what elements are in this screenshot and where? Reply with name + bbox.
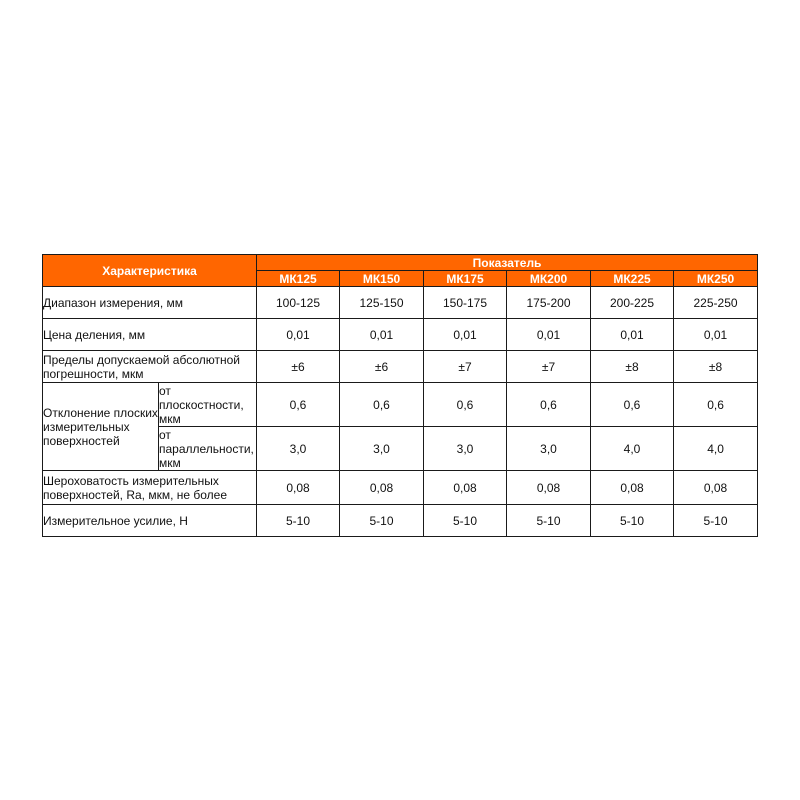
table-cell: ±6 — [257, 351, 340, 383]
table-cell: 100-125 — [257, 287, 340, 319]
table-row — [43, 287, 758, 319]
table-cell: ±8 — [674, 351, 758, 383]
characteristic-header: Характеристика — [43, 255, 257, 287]
row-label: Цена деления, мм — [43, 319, 257, 351]
table-cell: 0,6 — [674, 383, 758, 427]
table-cell: 5-10 — [674, 505, 758, 537]
table-cell: 0,6 — [424, 383, 507, 427]
model-header: МК150 — [340, 271, 424, 287]
row-label: Шероховатость измерительных поверхностей, Ra, мкм, не более — [43, 471, 257, 505]
table-cell: 5-10 — [507, 505, 591, 537]
row-label: Диапазон измерения, мм — [43, 287, 257, 319]
model-header: МК250 — [674, 271, 758, 287]
specification-table — [42, 254, 758, 537]
table-row — [43, 351, 758, 383]
table-cell: 4,0 — [674, 427, 758, 471]
table-cell: 5-10 — [340, 505, 424, 537]
table-cell: 3,0 — [257, 427, 340, 471]
table-cell: 3,0 — [507, 427, 591, 471]
table-cell: 0,08 — [340, 471, 424, 505]
table-cell: 0,01 — [257, 319, 340, 351]
model-header: МК225 — [591, 271, 674, 287]
table-cell: 4,0 — [591, 427, 674, 471]
table-cell: ±8 — [591, 351, 674, 383]
table-cell: 0,08 — [507, 471, 591, 505]
table-cell: 5-10 — [424, 505, 507, 537]
table-cell: 0,01 — [674, 319, 758, 351]
group-label: Отклонение плоских измерительных поверхностей — [43, 383, 159, 471]
table-cell: 3,0 — [340, 427, 424, 471]
table-cell: ±7 — [507, 351, 591, 383]
table-cell: 3,0 — [424, 427, 507, 471]
table-cell: 0,08 — [591, 471, 674, 505]
table-cell: 0,6 — [507, 383, 591, 427]
table-cell: 5-10 — [591, 505, 674, 537]
table-cell: 225-250 — [674, 287, 758, 319]
table-cell: 5-10 — [257, 505, 340, 537]
table-row — [43, 505, 758, 537]
table-row — [43, 471, 758, 505]
table-cell: 0,01 — [591, 319, 674, 351]
row-label: Пределы допускаемой абсолютной погрешности, мкм — [43, 351, 257, 383]
sub-row-label: от параллельности, мкм — [159, 427, 257, 471]
table-cell: 0,01 — [340, 319, 424, 351]
table-cell: 125-150 — [340, 287, 424, 319]
table-cell: 175-200 — [507, 287, 591, 319]
model-header: МК175 — [424, 271, 507, 287]
table-row — [43, 383, 758, 427]
table-cell: 0,08 — [424, 471, 507, 505]
row-label: Измерительное усилие, Н — [43, 505, 257, 537]
table-cell: 200-225 — [591, 287, 674, 319]
table-cell: ±6 — [340, 351, 424, 383]
model-header: МК125 — [257, 271, 340, 287]
table-cell: 150-175 — [424, 287, 507, 319]
table-cell: 0,08 — [674, 471, 758, 505]
header-row — [43, 255, 758, 271]
table-cell: 0,6 — [257, 383, 340, 427]
table-cell: 0,6 — [340, 383, 424, 427]
table-cell: ±7 — [424, 351, 507, 383]
table-cell: 0,6 — [591, 383, 674, 427]
table-cell: 0,08 — [257, 471, 340, 505]
table-cell: 0,01 — [424, 319, 507, 351]
table-row — [43, 319, 758, 351]
model-header: МК200 — [507, 271, 591, 287]
table-cell: 0,01 — [507, 319, 591, 351]
indicator-header: Показатель — [257, 255, 758, 271]
sub-row-label: от плоскостности, мкм — [159, 383, 257, 427]
